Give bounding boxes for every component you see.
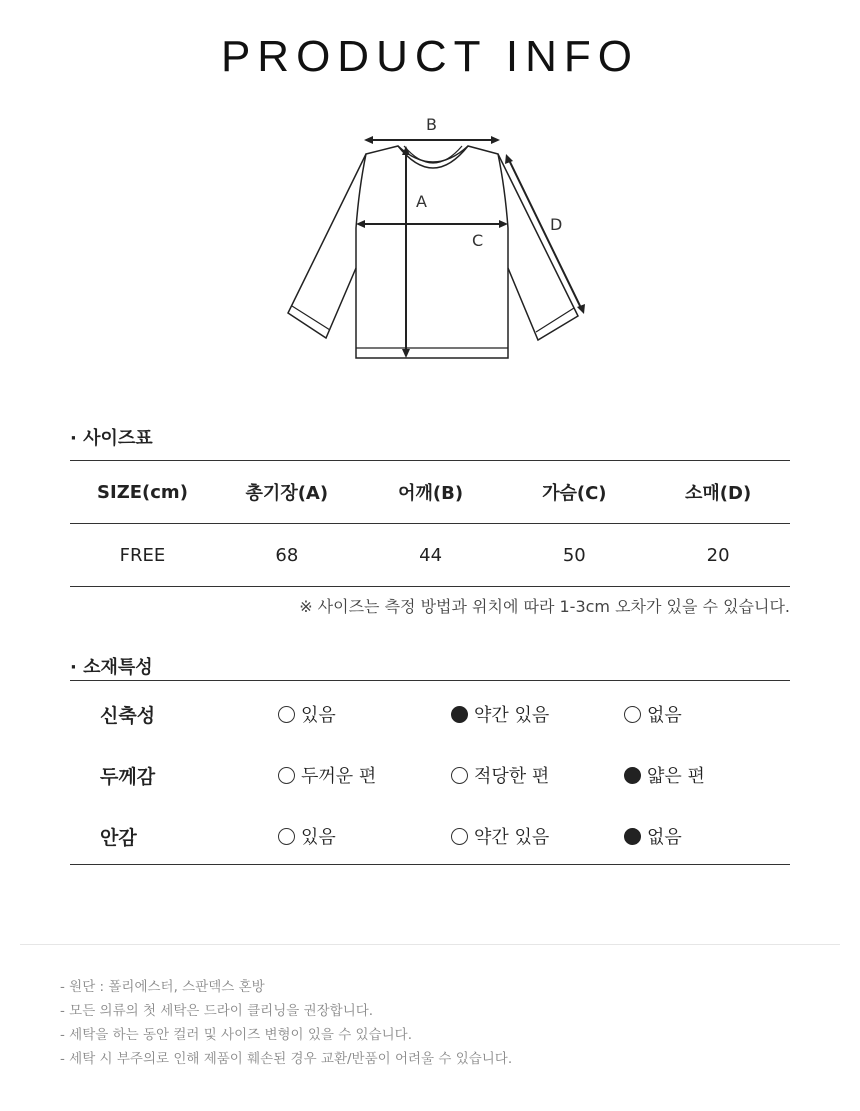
care-note: - 원단 : 폴리에스터, 스판덱스 혼방 [60,979,265,995]
option-label: 약간 있음 [474,705,550,726]
size-table [70,460,790,587]
size-section-label: · 사이즈표 [70,428,153,449]
table-cell: FREE [70,524,215,587]
material-option [278,701,336,727]
option-label: 얇은 편 [647,766,705,787]
label-c: C [472,231,484,250]
care-note: - 세탁을 하는 동안 컬러 및 사이즈 변형이 있을 수 있습니다. [60,1027,413,1043]
option-label: 없음 [647,705,682,726]
material-option [451,701,549,727]
material-option [451,823,549,849]
radio-circle-icon [278,767,295,784]
column-header: SIZE(cm) [70,461,215,524]
material-option [624,701,682,727]
material-option [451,762,549,788]
table-row [70,524,790,587]
material-name: 안감 [100,827,137,849]
material-row [70,698,790,728]
material-name: 두께감 [100,766,156,788]
care-note: - 세탁 시 부주의로 인해 제품이 훼손된 경우 교환/반품이 어려울 수 있습니다. [60,1051,513,1067]
radio-filled-circle-icon [624,767,641,784]
table-cell: 50 [502,524,646,587]
section-divider [20,944,840,945]
radio-filled-circle-icon [451,706,468,723]
radio-circle-icon [624,706,641,723]
label-d: D [550,215,563,234]
radio-circle-icon [278,706,295,723]
radio-circle-icon [278,828,295,845]
option-label: 약간 있음 [474,827,550,848]
column-header: 어깨(B) [359,461,503,524]
size-table-header-row [70,461,790,524]
label-a: A [416,192,427,211]
material-row [70,820,790,850]
material-name: 신축성 [100,705,156,727]
material-option [624,823,682,849]
table-cell: 44 [359,524,503,587]
long-sleeve-shirt-diagram [270,108,600,370]
column-header: 총기장(A) [215,461,359,524]
material-option [278,762,376,788]
material-option [278,823,336,849]
material-option [624,762,705,788]
material-row [70,759,790,789]
label-b: B [426,115,437,134]
radio-circle-icon [451,767,468,784]
option-label: 있음 [301,827,336,848]
option-label: 있음 [301,705,336,726]
care-note: - 모든 의류의 첫 세탁은 드라이 클리닝을 권장합니다. [60,1003,374,1019]
radio-filled-circle-icon [624,828,641,845]
garment-diagram [270,108,600,370]
table-cell: 68 [215,524,359,587]
option-label: 적당한 편 [474,766,550,787]
column-header: 가슴(C) [502,461,646,524]
option-label: 없음 [647,827,682,848]
size-note: ※ 사이즈는 측정 방법과 위치에 따라 1-3cm 오차가 있을 수 있습니다. [299,597,790,616]
care-notes [60,977,512,1073]
material-section-label: · 소재특성 [70,657,153,678]
material-table [70,680,790,865]
page-title: PRODUCT INFO [220,32,640,81]
column-header: 소매(D) [646,461,790,524]
table-cell: 20 [646,524,790,587]
option-label: 두꺼운 편 [301,766,377,787]
radio-circle-icon [451,828,468,845]
